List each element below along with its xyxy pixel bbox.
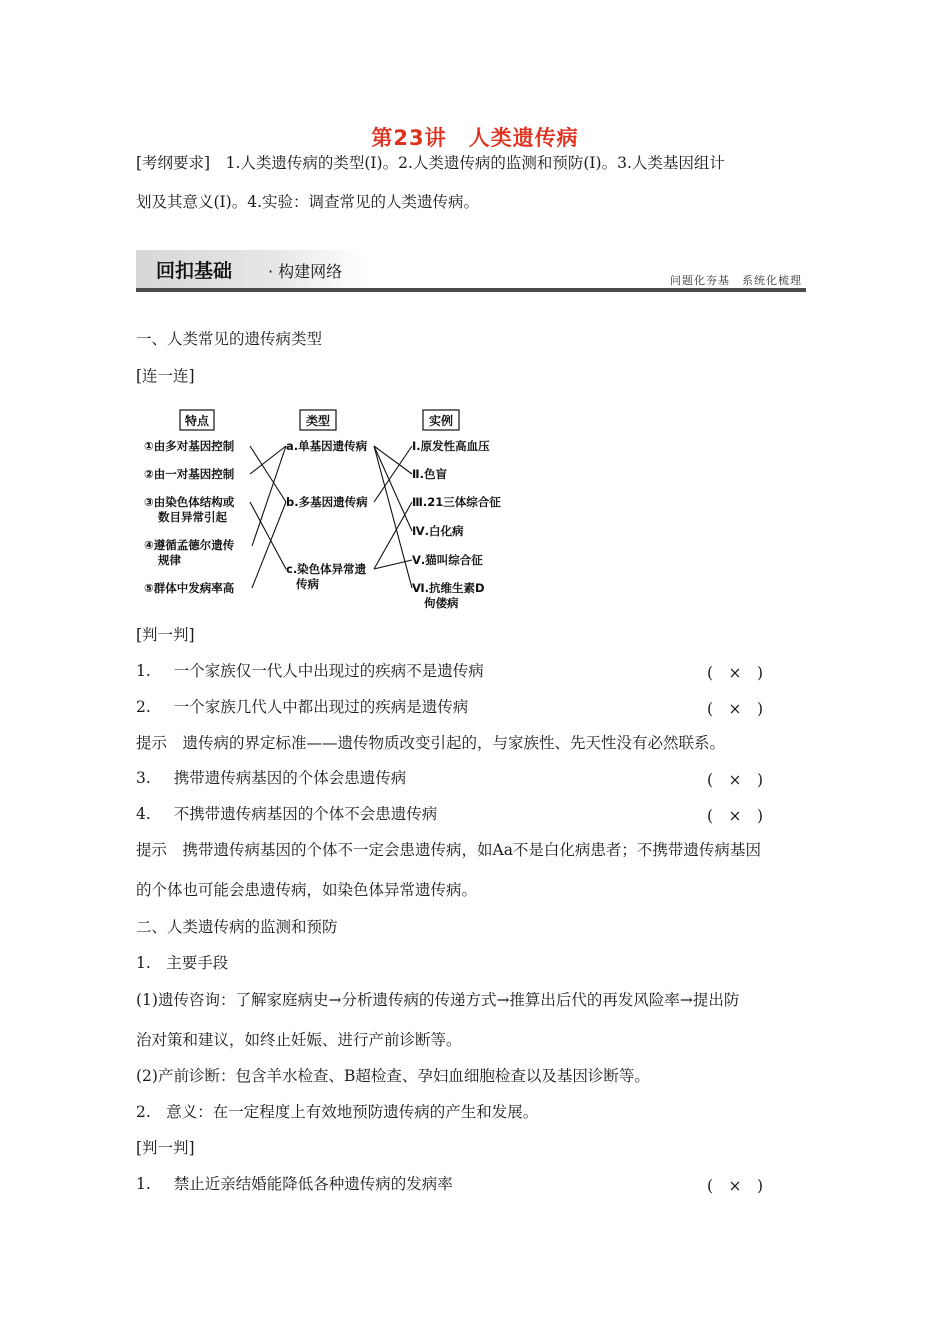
syllabus-line-2: 划及其意义(Ⅰ)。4.实验：调查常见的人类遗传病。 [136, 193, 480, 211]
type-b: b.多基因遗传病 [286, 495, 368, 509]
judge-item-4-mark: ( × ) [707, 807, 764, 825]
section1-heading: 一、人类常见的遗传病类型 [136, 330, 323, 348]
judge-item-1-text: 一个家族仅一代人中出现过的疾病不是遗传病 [173, 662, 484, 680]
judge2-item-1 [136, 1174, 453, 1194]
hint-2-line-1: 提示 携带遗传病基因的个体不一定会患遗传病，如Aa不是白化病患者；不携带遗传病基因 [136, 841, 761, 859]
judge-item-1-num: 1. [136, 662, 151, 680]
feature-1: ①由多对基因控制 [144, 439, 235, 453]
hint-2-line-2: 的个体也可能会患遗传病，如染色体异常遗传病。 [136, 881, 478, 899]
connector-4-a [252, 446, 286, 546]
judge-item-3-text: 携带遗传病基因的个体会患遗传病 [173, 769, 407, 787]
section-banner [136, 250, 806, 294]
judge-item-4-text: 不携带遗传病基因的个体不会患遗传病 [173, 805, 438, 823]
judge-item-3-num: 3. [136, 769, 151, 787]
header-examples: 实例 [428, 414, 454, 428]
example-1: Ⅰ.原发性高血压 [412, 439, 490, 453]
example-6a: Ⅵ.抗维生素D [412, 581, 485, 595]
judge-item-4 [136, 804, 437, 824]
example-6b: 佝偻病 [424, 596, 459, 610]
header-features: 特点 [184, 414, 210, 428]
feature-4a: ④遵循孟德尔遗传 [144, 538, 235, 552]
section2-sub-1: 1. 主要手段 [136, 954, 229, 972]
judge-item-2-num: 2. [136, 698, 151, 716]
page-title: 第23讲 人类遗传病 [371, 126, 579, 150]
matching-diagram [136, 400, 516, 615]
banner-title: 回扣基础 [156, 260, 233, 282]
judge2-item-1-num: 1. [136, 1175, 151, 1193]
type-a: a.单基因遗传病 [286, 439, 368, 453]
feature-5: ⑤群体中发病率高 [144, 581, 235, 595]
judge-item-3-mark: ( × ) [707, 771, 764, 789]
judge2-item-1-text: 禁止近亲结婚能降低各种遗传病的发病率 [173, 1175, 453, 1193]
feature-3b: 数目异常引起 [158, 510, 227, 524]
syllabus-line-1: [考纲要求] 1.人类遗传病的类型(Ⅰ)。2.人类遗传病的监测和预防(Ⅰ)。3.人类基因组计 [136, 154, 725, 172]
connector-1-b [250, 446, 286, 502]
match-label: [连一连] [136, 367, 195, 385]
judge-item-4-num: 4. [136, 805, 151, 823]
banner-slogan: 问题化夯基 系统化梳理 [670, 274, 802, 287]
example-2: Ⅱ.色盲 [412, 467, 447, 481]
type-c-line1: c.染色体异常遗 [286, 562, 367, 576]
header-types: 类型 [305, 414, 331, 428]
connector-lines-right [374, 446, 412, 588]
prenatal-diagnosis: (2)产前诊断：包含羊水检查、B超检查、孕妇血细胞检查以及基因诊断等。 [136, 1067, 650, 1085]
judge-label-1: [判一判] [136, 626, 195, 644]
banner-rule [136, 288, 806, 292]
feature-2: ②由一对基因控制 [144, 467, 235, 481]
hint-1: 提示 遗传病的界定标准——遗传物质改变引起的，与家族性、先天性没有必然联系。 [136, 734, 726, 752]
judge-item-2-mark: ( × ) [707, 700, 764, 718]
consult-line-2: 治对策和建议，如终止妊娠、进行产前诊断等。 [136, 1031, 462, 1049]
feature-4b: 规律 [158, 553, 181, 567]
judge-item-2 [136, 697, 468, 717]
banner-subtitle: · 构建网络 [268, 262, 343, 281]
example-5: Ⅴ.猫叫综合征 [412, 553, 483, 567]
judge-item-2-text: 一个家族几代人中都出现过的疾病是遗传病 [173, 698, 469, 716]
connector-b-1 [374, 446, 412, 502]
connector-lines-left [250, 446, 286, 588]
connector-c-3 [374, 502, 412, 569]
judge-item-3 [136, 768, 406, 788]
judge2-item-1-mark: ( × ) [707, 1177, 764, 1195]
judge-item-1-mark: ( × ) [707, 664, 764, 682]
example-4: Ⅳ.白化病 [412, 524, 464, 538]
consult-line-1: (1)遗传咨询：了解家庭病史→分析遗传病的传递方式→推算出后代的再发风险率→提出防 [136, 991, 740, 1009]
type-c-line2: 传病 [296, 577, 319, 591]
feature-3a: ③由染色体结构或 [144, 495, 235, 509]
section2-sub-2: 2. 意义：在一定程度上有效地预防遗传病的产生和发展。 [136, 1103, 539, 1121]
judge-item-1 [136, 661, 484, 681]
judge-label-2: [判一判] [136, 1139, 195, 1157]
connector-2-a [250, 446, 286, 474]
section2-heading: 二、人类遗传病的监测和预防 [136, 918, 338, 936]
example-3: Ⅲ.21三体综合征 [412, 495, 501, 509]
